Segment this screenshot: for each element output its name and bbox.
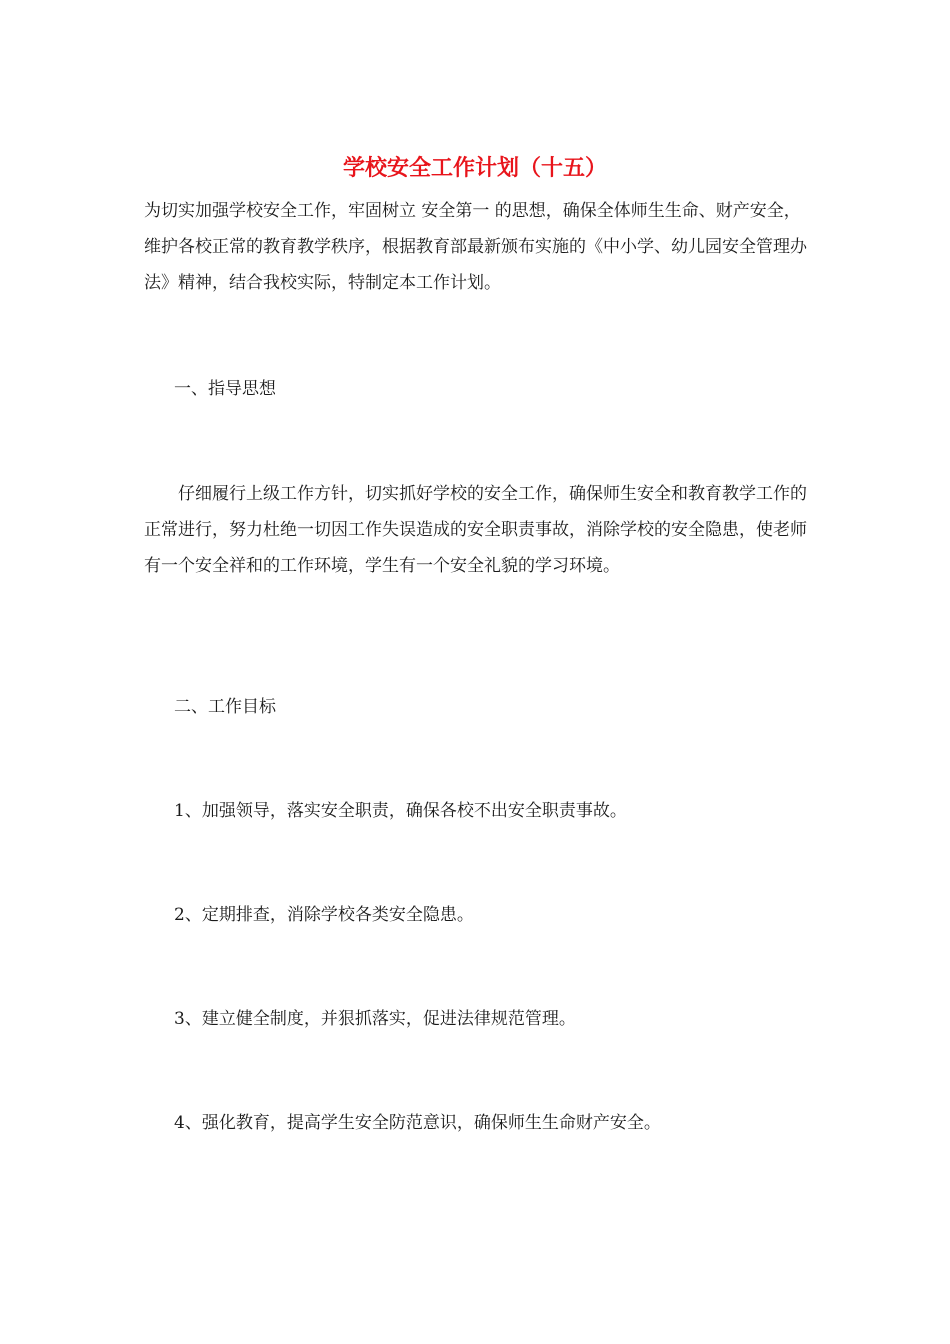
- document-title: 学校安全工作计划（十五）: [342, 155, 607, 181]
- goal-item-3: 3、建立健全制度，并狠抓落实，促进法律规范管理。: [174, 1009, 576, 1029]
- guiding-ideology-paragraph: 仔细履行上级工作方针，切实抓好学校的安全工作，确保师生安全和教育教学工作的正常进行，努力杜绝一切因工作失误造成的安全职责事故，消除学校的安全隐患，使老师有一个安全祥和的工作环境，学生有一个安全礼貌的学习环境。: [144, 484, 807, 576]
- goal-item-1: 1、加强领导，落实安全职责，确保各校不出安全职责事故。: [174, 801, 627, 821]
- intro-paragraph: 为切实加强学校安全工作，牢固树立 安全第一 的思想，确保全体师生生命、财产安全，维护各校正常的教育教学秩序，根据教育部最新颁布实施的《中小学、幼儿园安全管理办法》精神，结合我校实际，特制定本工作计划。: [144, 201, 807, 293]
- section-heading-guiding-ideology: 一、指导思想: [174, 379, 276, 399]
- section-heading-work-goals: 二、工作目标: [174, 697, 276, 717]
- goal-item-2: 2、定期排查，消除学校各类安全隐患。: [174, 905, 474, 925]
- goal-item-4: 4、强化教育，提高学生安全防范意识，确保师生生命财产安全。: [174, 1113, 661, 1133]
